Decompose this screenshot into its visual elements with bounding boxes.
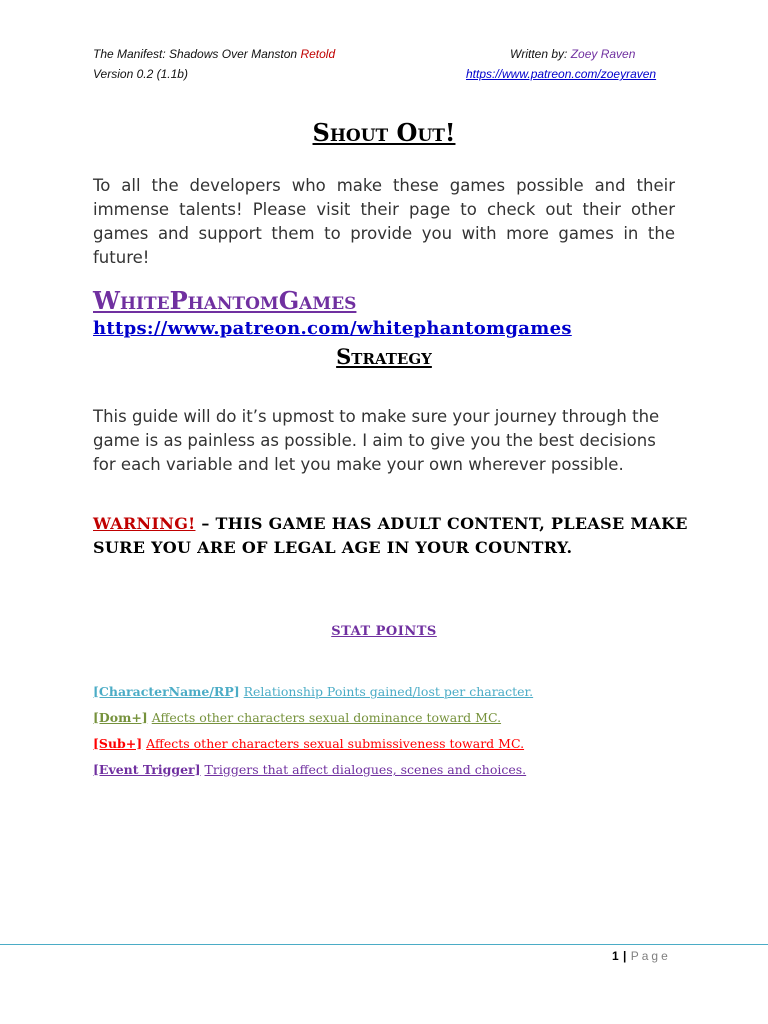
page-number-footer: [612, 949, 671, 963]
warning-text: – THIS GAME HAS ADULT CONTENT, PLEASE MAKE SURE YOU ARE OF LEGAL AGE IN YOUR COUNTRY.: [93, 514, 688, 557]
stat-points-heading: STAT POINTS: [331, 624, 437, 639]
author-link-line: [466, 64, 656, 84]
doc-version: Version 0.2 (1.1b): [93, 67, 188, 81]
strategy-paragraph: This guide will do it’s upmost to make sure your journey through the game is as painless as possible. I aim to give you the best decisions for each variable and let you make your own wherever possible.: [93, 407, 660, 474]
warning-label: WARNING!: [93, 514, 196, 533]
stat-item-sub: [93, 736, 524, 751]
strategy-heading: Strategy: [336, 344, 432, 369]
header-right: [466, 44, 656, 84]
doc-title-accent: Retold: [300, 47, 336, 61]
author-line: [466, 44, 656, 64]
doc-title-main: The Manifest: Shadows Over Manston: [93, 47, 298, 61]
footer-divider: [0, 944, 768, 945]
shout-out-heading: Shout Out!: [312, 118, 456, 147]
stat-desc: Triggers that affect dialogues, scenes and choices.: [204, 762, 527, 777]
developer-name-link[interactable]: WhitePhantomGames: [93, 286, 357, 315]
author-name: Zoey Raven: [570, 47, 636, 61]
written-by-label: Written by:: [510, 47, 568, 61]
author-patreon-link[interactable]: https://www.patreon.com/zoeyraven: [466, 67, 657, 81]
stat-tag: [Dom+]: [93, 710, 148, 725]
stat-tag: [Sub+]: [93, 736, 143, 751]
page-number: 1: [612, 949, 620, 963]
doc-title: [93, 44, 335, 64]
adult-content-warning: [93, 512, 693, 560]
stat-item-dom: [93, 710, 501, 725]
stat-desc: Affects other characters sexual submissiveness toward MC.: [146, 736, 525, 751]
stat-item-relationship: [93, 684, 533, 699]
page-separator: |: [623, 949, 627, 963]
developer-patreon-link[interactable]: https://www.patreon.com/whitephantomgames: [93, 318, 572, 339]
stat-desc: Relationship Points gained/lost per character.: [243, 684, 534, 699]
stat-desc: Affects other characters sexual dominance toward MC.: [151, 710, 502, 725]
header-left: [93, 44, 335, 84]
stat-tag: [CharacterName/RP]: [93, 684, 240, 699]
stat-item-event-trigger: [93, 762, 526, 777]
page-word: Page: [630, 949, 671, 963]
stat-tag: [Event Trigger]: [93, 762, 201, 777]
shout-out-paragraph: To all the developers who make these games possible and their immense talents! Please visit their page to check out their other games and support them to provide you with more games in the future!: [93, 176, 675, 267]
